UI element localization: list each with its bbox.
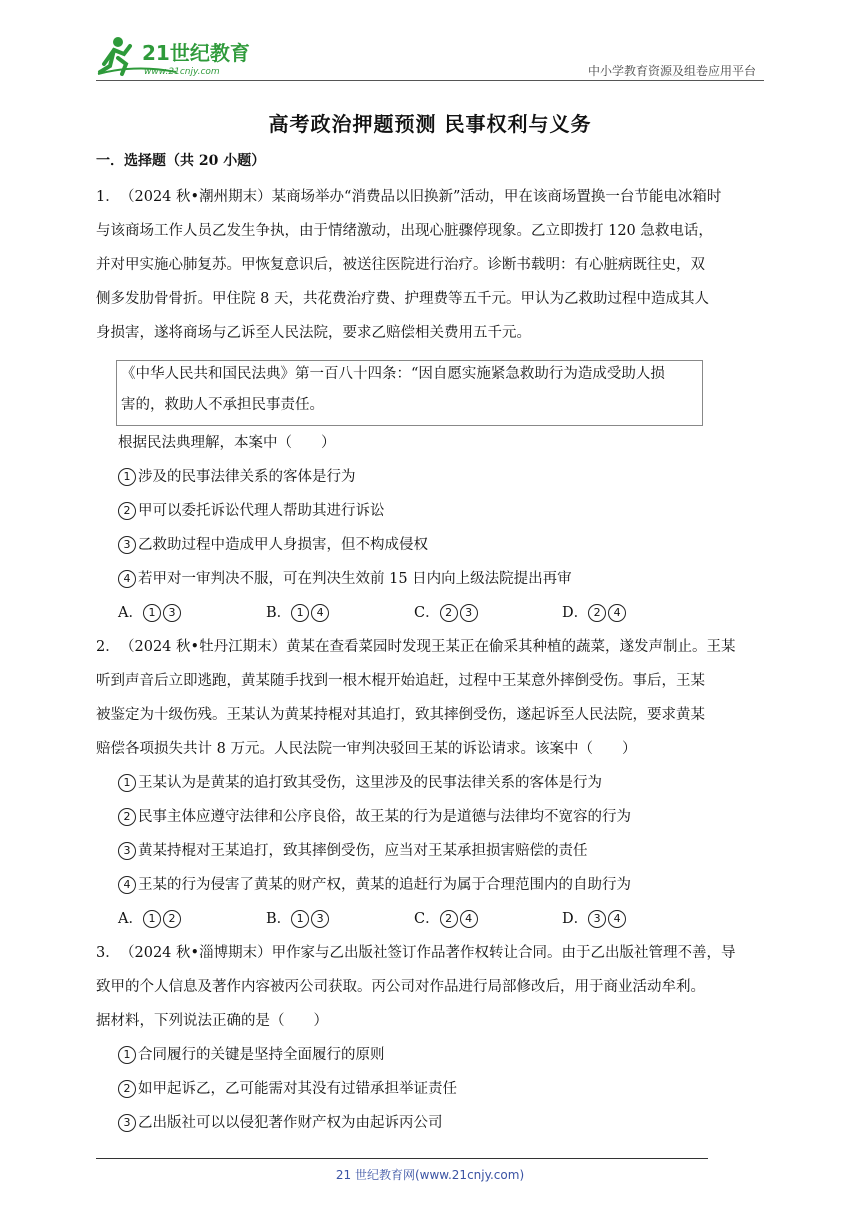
circled-number: 2 <box>118 808 136 826</box>
circled-number: 2 <box>163 910 181 928</box>
choice-label: C． <box>414 605 440 621</box>
choice-label: B． <box>266 605 292 621</box>
question-text: 致甲的个人信息及著作内容被丙公司获取。丙公司对作品进行局部修改后，用于商业活动牟利。 <box>96 979 705 995</box>
statement-option <box>96 806 764 840</box>
answer-choice[interactable] <box>562 602 710 636</box>
statement-text: 民事主体应遵守法律和公序良俗，故王某的行为是道德与法律均不宽容的行为 <box>138 809 631 825</box>
statement-option <box>96 1044 764 1078</box>
statement-text: 如甲起诉乙，乙可能需对其没有过错承担举证责任 <box>138 1081 457 1097</box>
footer-divider <box>96 1158 708 1159</box>
statement-option <box>96 874 764 908</box>
circled-number: 4 <box>311 604 329 622</box>
answer-choice[interactable] <box>118 602 266 636</box>
statement-text: 涉及的民事法律关系的客体是行为 <box>138 469 356 485</box>
circled-number: 3 <box>311 910 329 928</box>
question-text-line <box>96 704 764 738</box>
statement-option <box>96 466 764 500</box>
question-text: （2024 秋•潮州期末）某商场举办“消费品以旧换新”活动，甲在该商场置换一台节能电冰箱时 <box>120 189 722 205</box>
circled-number: 3 <box>460 604 478 622</box>
statement-text: 黄某持棍对王某追打，致其摔倒受伤，应当对王某承担损害赔偿的责任 <box>138 843 588 859</box>
circled-number: 4 <box>118 570 136 588</box>
question-number: 2． <box>96 639 120 655</box>
statement-text: 乙出版社可以以侵犯著作财产权为由起诉丙公司 <box>138 1115 443 1131</box>
circled-number: 2 <box>440 910 458 928</box>
question-text-line <box>96 636 764 670</box>
circled-number: 3 <box>118 536 136 554</box>
statement-option <box>96 772 764 806</box>
answer-choice[interactable] <box>266 908 414 942</box>
statement-text: 乙救助过程中造成甲人身损害，但不构成侵权 <box>138 537 428 553</box>
statement-text: 王某认为是黄某的追打致其受伤，这里涉及的民事法律关系的客体是行为 <box>138 775 602 791</box>
question-text: 被鉴定为十级伤残。王某认为黄某持棍对其追打，致其摔倒受伤，遂起诉至人民法院，要求黄某 <box>96 707 705 723</box>
question-3 <box>96 942 764 1146</box>
quote-line: 害的，救助人不承担民事责任。 <box>121 397 324 413</box>
question-text-line <box>96 942 764 976</box>
statement-option <box>96 1112 764 1146</box>
circled-number: 3 <box>588 910 606 928</box>
page-header <box>96 30 760 82</box>
question-text-line <box>96 186 764 220</box>
choice-label: A． <box>118 911 143 927</box>
answer-choice[interactable] <box>414 602 562 636</box>
circled-number: 4 <box>118 876 136 894</box>
answer-choices <box>96 602 764 636</box>
statement-option <box>96 840 764 874</box>
answer-choice[interactable] <box>562 908 710 942</box>
statement-text: 合同履行的关键是坚持全面履行的原则 <box>138 1047 385 1063</box>
choice-label: B． <box>266 911 292 927</box>
circled-number: 1 <box>291 604 309 622</box>
question-2 <box>96 636 764 942</box>
circled-number: 2 <box>440 604 458 622</box>
question-text: 听到声音后立即逃跑，黄某随手找到一根木棍开始追赶，过程中王某意外摔倒受伤。事后，王某 <box>96 673 705 689</box>
statement-option <box>96 568 764 602</box>
circled-number: 1 <box>291 910 309 928</box>
question-text: 赔偿各项损失共计 8 万元。人民法院一审判决驳回王某的诉讼请求。该案中（ ） <box>96 741 637 757</box>
question-1 <box>96 186 764 636</box>
circled-number: 1 <box>118 468 136 486</box>
question-text-line <box>96 254 764 288</box>
circled-number: 1 <box>118 1046 136 1064</box>
question-text-line <box>96 670 764 704</box>
svg-text:www.21cnjy.com: www.21cnjy.com <box>144 67 220 77</box>
statement-option <box>96 500 764 534</box>
header-divider <box>96 80 764 81</box>
statement-text: 甲可以委托诉讼代理人帮助其进行诉讼 <box>138 503 385 519</box>
circled-number: 3 <box>118 842 136 860</box>
choice-label: D． <box>562 605 589 621</box>
quote-line: 《中华人民共和国民法典》第一百八十四条：“因自愿实施紧急救助行为造成受助人损 <box>121 366 665 382</box>
answer-choice[interactable] <box>118 908 266 942</box>
question-text: 身损害，遂将商场与乙诉至人民法院，要求乙赔偿相关费用五千元。 <box>96 325 531 341</box>
question-number: 1． <box>96 189 120 205</box>
statement-text: 若甲对一审判决不服，可在判决生效前 15 日内向上级法院提出再审 <box>138 571 572 587</box>
circled-number: 1 <box>118 774 136 792</box>
question-text: （2024 秋•淄博期末）甲作家与乙出版社签订作品著作权转让合同。由于乙出版社管理不善，导 <box>120 945 736 961</box>
platform-name: 中小学教育资源及组卷应用平台 <box>587 64 756 78</box>
svg-text:21世纪教育: 21世纪教育 <box>142 41 250 65</box>
question-text-line <box>96 1010 764 1044</box>
answer-choice[interactable] <box>266 602 414 636</box>
circled-number: 1 <box>143 910 161 928</box>
question-list <box>96 186 764 1146</box>
question-text-line <box>96 738 764 772</box>
logo-21cnjy-icon <box>96 34 266 78</box>
choice-label: A． <box>118 605 143 621</box>
choice-label: D． <box>562 911 589 927</box>
quote-box <box>116 360 703 426</box>
circled-number: 2 <box>118 502 136 520</box>
circled-number: 4 <box>460 910 478 928</box>
answer-choice[interactable] <box>414 908 562 942</box>
answer-choices <box>96 908 764 942</box>
circled-number: 3 <box>118 1114 136 1132</box>
question-text-line <box>96 976 764 1010</box>
choice-label: C． <box>414 911 440 927</box>
page-title: 高考政治押题预测 民事权利与义务 <box>268 112 592 136</box>
circled-number: 3 <box>163 604 181 622</box>
question-text: 侧多发肋骨骨折。甲住院 8 天，共花费治疗费、护理费等五千元。甲认为乙救助过程中造成其人 <box>96 291 709 307</box>
question-text: 据材料，下列说法正确的是（ ） <box>96 1013 328 1029</box>
statement-option <box>96 534 764 568</box>
footer-text: 21 世纪教育网(www.21cnjy.com) <box>335 1168 525 1182</box>
question-text: （2024 秋•牡丹江期末）黄某在查看菜园时发现王某正在偷采其种植的蔬菜，遂发声制止。王某 <box>120 639 736 655</box>
circled-number: 2 <box>118 1080 136 1098</box>
statement-option <box>96 1078 764 1112</box>
question-text-line <box>96 322 764 356</box>
section-heading: 一．选择题（共 20 小题） <box>96 153 266 169</box>
statement-text: 王某的行为侵害了黄某的财产权，黄某的追赶行为属于合理范围内的自助行为 <box>138 877 631 893</box>
circled-number: 2 <box>588 604 606 622</box>
question-number: 3． <box>96 945 120 961</box>
question-text-line <box>96 288 764 322</box>
circled-number: 1 <box>143 604 161 622</box>
question-text-line <box>96 220 764 254</box>
circled-number: 4 <box>608 604 626 622</box>
question-text: 与该商场工作人员乙发生争执，由于情绪激动，出现心脏骤停现象。乙立即拨打 120 急救电话， <box>96 223 713 239</box>
question-text: 并对甲实施心肺复苏。甲恢复意识后，被送往医院进行治疗。诊断书载明：有心脏病既往史，双 <box>96 257 705 273</box>
circled-number: 4 <box>608 910 626 928</box>
question-stem: 根据民法典理解，本案中（ ） <box>118 435 336 451</box>
